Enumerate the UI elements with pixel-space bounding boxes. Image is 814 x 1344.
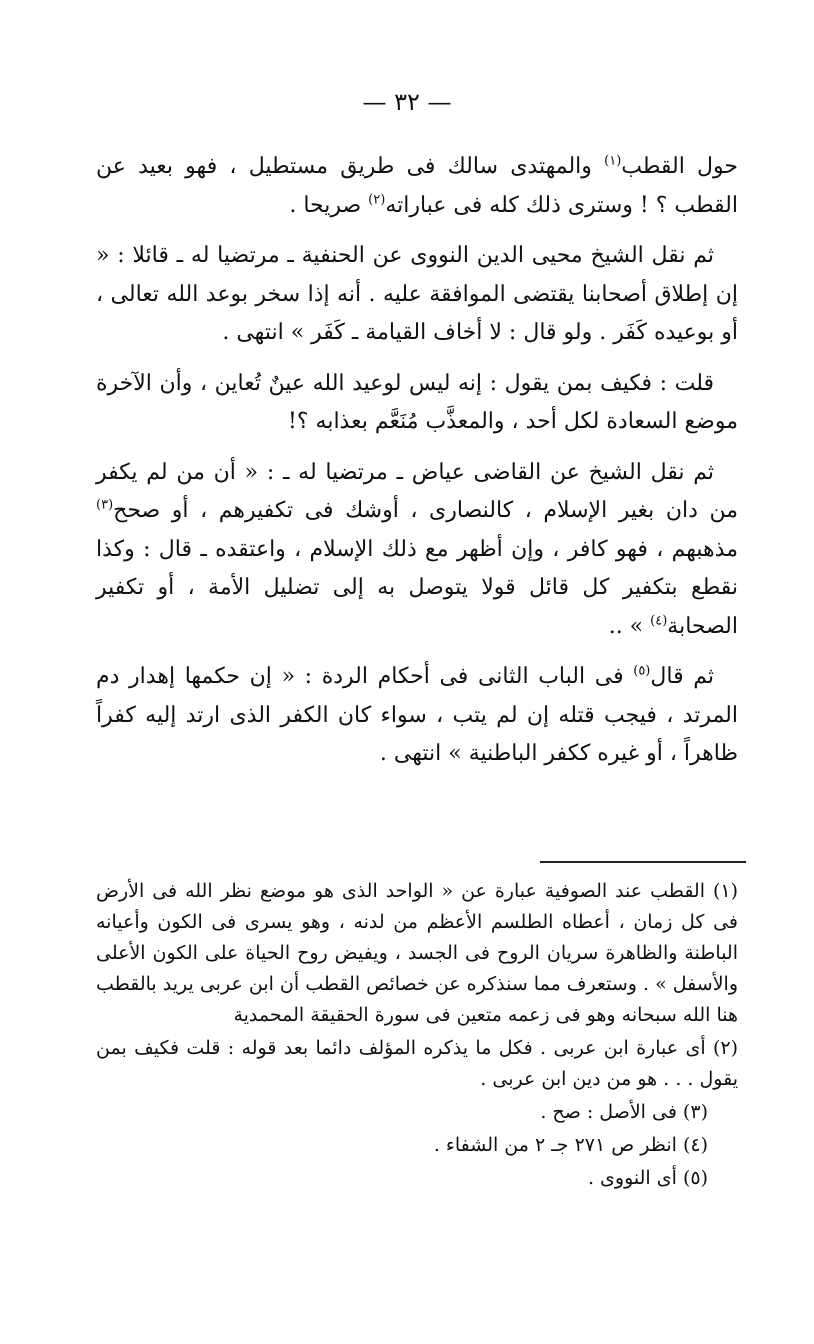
text-segment: ثم نقل الشيخ عن القاضى عياض ـ مرتضيا له ـ : « أن من لم يكفر من دان بغير الإسلام ، كالنصارى ، أوشك فى تكفيرهم ، أو صحح	[96, 459, 738, 523]
page-number: — ٣٢ —	[362, 88, 452, 116]
footnote-1: (١) القطب عند الصوفية عبارة عن « الواحد الذى هو موضع نظر الله فى الأرض فى كل زمان ، أعطاه الطلسم الأعظم من لدنه ، وهو يسرى فى الكون وأعيانه الباطنة والظاهرة سريان الروح فى الجسد ، ويفيض روح الحياة على الكون الأعلى والأسفل » . وستعرف مما سنذكره عن خصائص القطب أن ابن عربى يريد بالقطب هنا الله سبحانه وهو فى زعمه متعين فى سورة الحقيقة المحمدية	[96, 880, 738, 1026]
text-segment: قلت : فكيف بمن يقول : إنه ليس لوعيد الله عينٌ تُعاين ، وأن الآخرة موضع السعادة لكل أحد ، والمعذَّب مُنَعَّم بعذابه ؟!	[96, 370, 738, 434]
text-segment: ثم قال	[650, 664, 714, 689]
text-segment: » ..	[608, 613, 651, 639]
paragraph-3	[96, 365, 738, 442]
footnote-ref-2: (٢)	[368, 192, 386, 208]
text-segment: صريحا .	[289, 192, 369, 218]
text-segment: ثم نقل الشيخ محيى الدين النووى عن الحنفية ـ مرتضيا له ـ قائلا : « إن إطلاق أصحابنا يقتضى الموافقة عليه . أنه إذا سخر بوعد الله تعالى ، أو بوعيده كَفَر . ولو قال : لا أخاف القيامة ـ كَفَر » انتهى .	[96, 243, 738, 345]
footnote-ref-4: (٤)	[650, 613, 668, 629]
paragraph-4	[96, 454, 738, 647]
footnote-ref-5: (٥)	[633, 663, 651, 679]
footnote-divider	[540, 861, 746, 863]
footnote-3: (٣) فى الأصل : صح .	[540, 1101, 708, 1123]
text-segment: حول القطب	[621, 154, 739, 179]
footnote-4: (٤) انظر ص ٢٧١ جـ ٢ من الشفاء .	[433, 1134, 708, 1156]
footnote-2: (٢) أى عبارة ابن عربى . فكل ما يذكره المؤلف دائما بعد قوله : قلت فكيف بمن يقول . . . هو من دين ابن عربى .	[96, 1037, 738, 1090]
paragraph-1	[96, 148, 738, 225]
footnote-ref-1: (١)	[604, 153, 622, 169]
text-segment: فى الباب الثانى فى أحكام الردة : « إن حكمها إهدار دم المرتد ، فيجب قتله إن لم يتب ، سواء كان الكفر الذى ارتد إليه كفراً ظاهراً ، أو غيره ككفر الباطنية » انتهى .	[96, 664, 738, 766]
text-segment: والمهتدى سالك فى طريق مستطيل ، فهو بعيد عن القطب ؟ ! وسترى ذلك كله فى عباراته	[96, 154, 738, 218]
footnote-5: (٥) أى النووى .	[587, 1167, 708, 1189]
text-segment: مذهبهم ، فهو كافر ، وإن أظهر مع ذلك الإسلام ، واعتقده ـ قال : وكذا نقطع بتكفير كل قائل قولا يتوصل به إلى تضليل الأمة ، أو تكفير الصحابة	[96, 536, 738, 639]
main-text	[96, 148, 738, 786]
paragraph-2	[96, 237, 738, 353]
footnotes	[96, 876, 738, 1196]
paragraph-5	[96, 658, 738, 774]
footnote-ref-3: (٣)	[96, 497, 114, 513]
